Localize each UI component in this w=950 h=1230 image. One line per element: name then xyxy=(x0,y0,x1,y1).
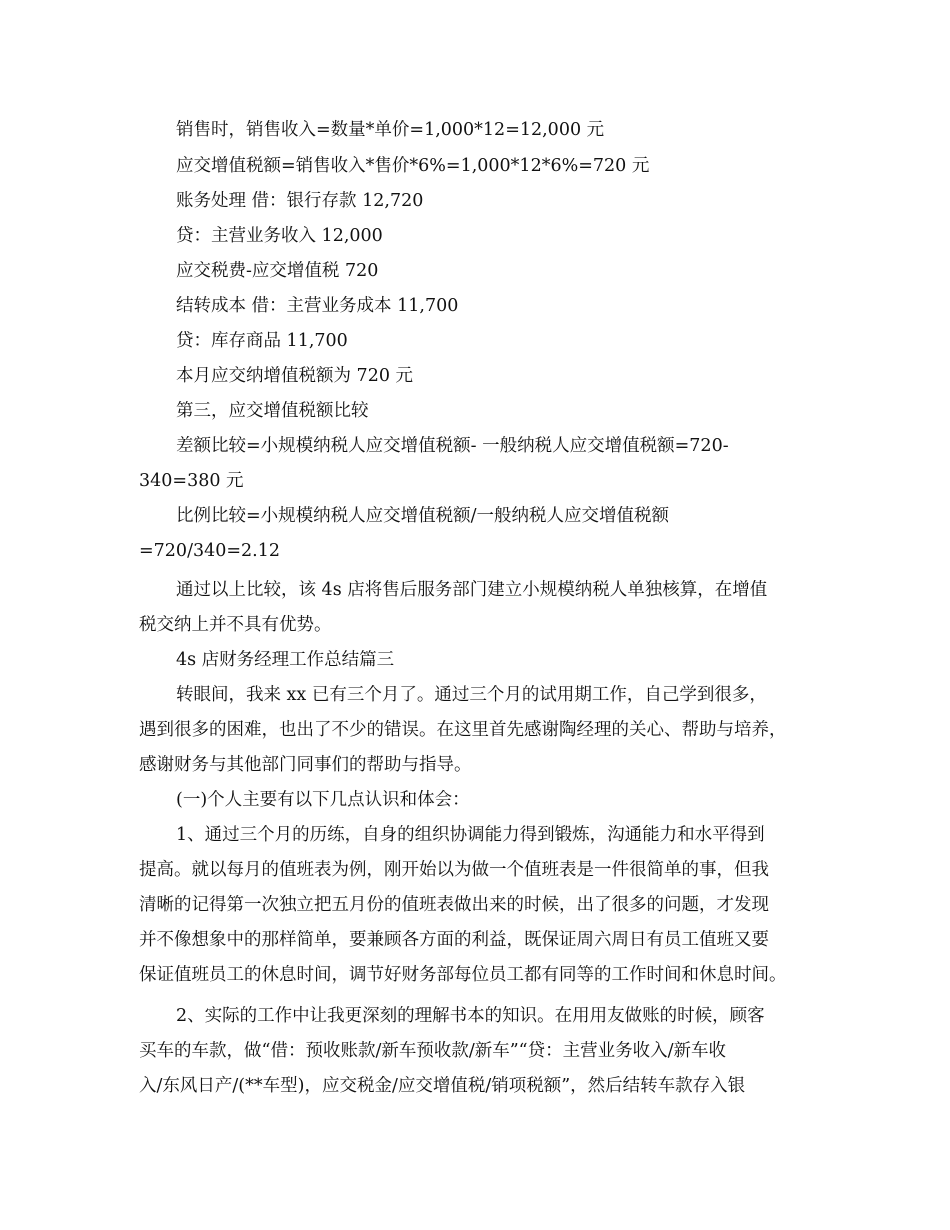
text-line-6: 结转成本 借：主营业务成本 11,700 xyxy=(176,296,459,316)
text-line-22: 提高。就以每月的值班表为例，刚开始以为做一个值班表是一件很简单的事，但我 xyxy=(139,860,769,880)
text-line-17: 转眼间，我来 xx 已有三个月了。通过三个月的试用期工作，自己学到很多， xyxy=(176,685,767,705)
text-line-9: 第三，应交增值税额比较 xyxy=(176,401,369,421)
text-line-13: =720/340=2.12 xyxy=(139,541,280,561)
text-line-21: 1、通过三个月的历练，自身的组织协调能力得到锻炼，沟通能力和水平得到 xyxy=(176,825,765,845)
text-line-1: 销售时，销售收入=数量*单价=1,000*12=12,000 元 xyxy=(176,120,605,140)
text-line-23: 清晰的记得第一次独立把五月份的值班表做出来的时候，出了很多的问题，才发现 xyxy=(139,895,769,915)
text-line-18: 遇到很多的困难，也出了不少的错误。在这里首先感谢陶经理的关心、帮助与培养， xyxy=(139,720,787,740)
text-line-11: 340=380 元 xyxy=(139,471,244,491)
text-line-4: 贷：主营业务收入 12,000 xyxy=(176,226,383,246)
text-line-10: 差额比较=小规模纳税人应交增值税额- 一般纳税人应交增值税额=720- xyxy=(176,436,729,456)
text-line-28: 入/东风日产/(**车型)，应交税金/应交增值税/销项税额”，然后结转车款存入银 xyxy=(139,1076,746,1096)
text-line-12: 比例比较=小规模纳税人应交增值税额/一般纳税人应交增值税额 xyxy=(176,506,670,526)
text-line-7: 贷：库存商品 11,700 xyxy=(176,331,348,351)
text-line-3: 账务处理 借：银行存款 12,720 xyxy=(176,191,424,211)
text-line-27: 买车的车款，做“借：预收账款/新车预收款/新车”“贷：主营业务收入/新车收 xyxy=(139,1041,727,1061)
text-line-5: 应交税费-应交增值税 720 xyxy=(176,261,379,281)
text-line-8: 本月应交纳增值税额为 720 元 xyxy=(176,366,414,386)
text-line-15: 税交纳上并不具有优势。 xyxy=(139,615,332,635)
text-line-2: 应交增值税额=销售收入*售价*6%=1,000*12*6%=720 元 xyxy=(176,156,650,176)
text-line-25: 保证值班员工的休息时间，调节好财务部每位员工都有同等的工作时间和休息时间。 xyxy=(139,965,787,985)
text-line-14: 通过以上比较，该 4s 店将售后服务部门建立小规模纳税人单独核算，在增值 xyxy=(176,580,768,600)
section-heading: 4s 店财务经理工作总结篇三 xyxy=(176,650,395,670)
text-line-19: 感谢财务与其他部门同事们的帮助与指导。 xyxy=(139,755,472,775)
text-line-20: (一)个人主要有以下几点认识和体会： xyxy=(176,790,470,810)
text-line-26: 2、实际的工作中让我更深刻的理解书本的知识。在用用友做账的时候，顾客 xyxy=(176,1006,765,1026)
text-line-24: 并不像想象中的那样简单，要兼顾各方面的利益，既保证周六周日有员工值班又要 xyxy=(139,930,769,950)
